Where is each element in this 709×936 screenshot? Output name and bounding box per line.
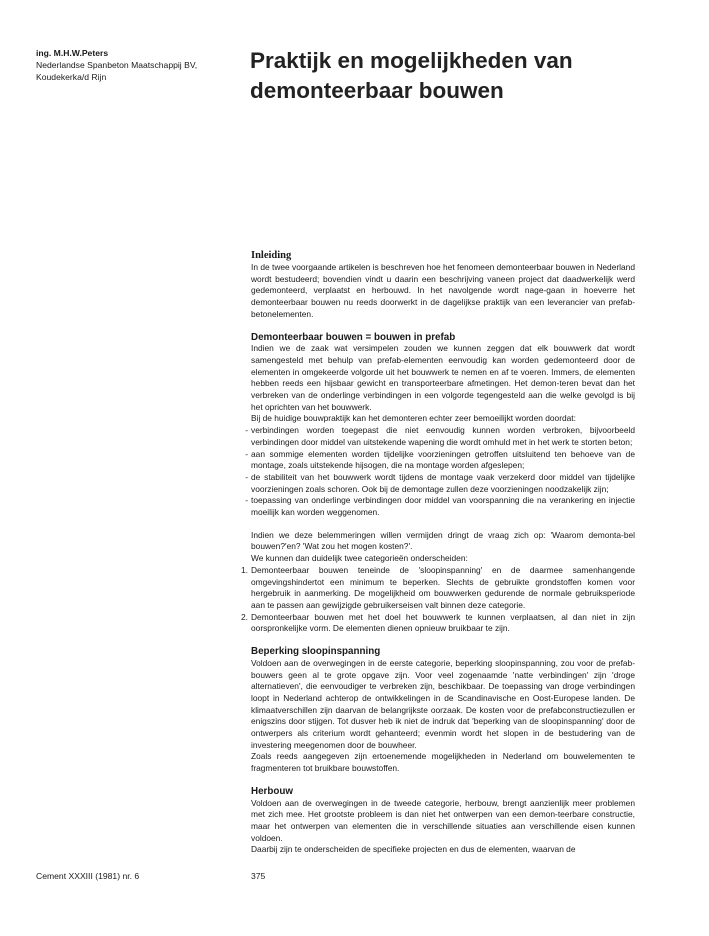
list-item — [241, 611, 635, 635]
bullet-marker: - — [245, 471, 248, 482]
list-item-text: Demonteerbaar bouwen met het doel het bouwwerk te kunnen verplaatsen, al dan niet in zijn oorspronkelijke vorm. De elementen dienen opnieuw bruikbaar te zijn. — [251, 611, 635, 634]
author-block — [36, 47, 236, 83]
section-heading-inleiding: Inleiding — [251, 250, 292, 261]
list-item-text: de stabiliteit van het bouwwerk wordt tijdens de montage vaak verzekerd door middel van tijdelijke voorzieningen zoals schoren. Ook bij de demontage zullen deze voorzieningen noodzakelijk zijn; — [251, 471, 635, 494]
author-name: ing. M.H.W.Peters — [36, 48, 109, 58]
section-demonteerbaar — [245, 331, 635, 519]
section-heading-demonteerbaar: Demonteerbaar bouwen = bouwen in prefab — [251, 331, 456, 343]
list-item-text: verbindingen worden toegepast die niet eenvoudig kunnen worden verbroken, bijvoorbeeld verbindingen door middel van uitstekende wapening die wordt omhuld met in het werk te storten beton; — [251, 425, 635, 447]
paragraph-beperking: Voldoen aan de overwegingen in de eerste categorie, beperking sloopinspanning, zou voor de prefab-bouwers geen al te grote opgave zijn. Voor veel zogenaamde 'natte verbindingen' zijn 'droge alternatieven', die eenvoudiger te verbreken zijn, beschikbaar. De toepassing van droge verbindingen loopt in Nederland achterop de ontwikkelingen in de Scandinavische en Oost-Europese landen. De klimaatverschillen zijn daarvan de belangrijkste oorzaak. De kosten voor de prefabconstructiezullen er enigszins door stijgen. Tot dusver heb ik niet de indruk dat 'beperking van de sloopinspanning' door de ontwerpers als criterium wordt gehanteerd; evenmin wordt het slopen in de bestudering van de investering meegenomen door de bouwheer. — [251, 657, 635, 750]
paragraph-inleiding: In de twee voorgaande artikelen is beschreven hoe het fenomeen demonteerbaar bouwen in Nederland wordt bestudeerd; bovendien vindt u daarin een beschrijving vaneen project dat daadwerkelijk werd gedemonteerd, verplaatst en herbouwd. In het navolgende wordt nage-gaan in hoeverre het demonteerbaar bouwen nu reeds doorwerkt in de dagelijkse praktijk van een leverancier van prefab-betonelementen. — [251, 262, 635, 319]
author-affiliation-line1: Nederlandse Spanbeton Maatschappij BV, — [36, 60, 198, 70]
section-heading-herbouw: Herbouw — [251, 785, 293, 797]
section-belemmeringen — [241, 529, 635, 635]
list-item — [245, 471, 635, 495]
section-herbouw — [251, 786, 635, 856]
paragraph-herbouw: Voldoen aan de overwegingen in de tweede categorie, herbouw, brengt aanzienlijk meer problemen met zich mee. Het grootste probleem is dan niet het ontwerpen van een demon-teerbare constructie, maar het ontwerpen van elementen die in verschillende situaties aan verschillende eisen kunnen voldoen. — [251, 797, 635, 843]
title-line2: demonteerbaar bouwen — [250, 78, 504, 103]
paragraph-beperking-2: Zoals reeds aangegeven zijn ertoenemende mogelijkheden in Nederland om bouwelementen te fragmenteren tot bruikbare bouwstoffen. — [251, 751, 635, 774]
list-item — [245, 448, 635, 472]
author-affiliation-line2: Koudekerka/d Rijn — [36, 72, 107, 82]
list-number: 1. — [241, 564, 248, 575]
paragraph-belemmeringen: Indien we deze belemmeringen willen vermijden dringt de vraag zich op: 'Waarom demonta-bel bouwen?'en? 'Wat zou het mogen kosten?'. — [251, 529, 635, 552]
list-item-text: toepassing van onderlinge verbindingen door middel van voorspanning die na verankering en injectie moeilijk kan worden weggenomen. — [251, 495, 635, 518]
article-title — [250, 46, 670, 106]
list-item — [245, 495, 635, 518]
page-number: 375 — [251, 871, 266, 881]
bullet-list — [245, 425, 635, 519]
section-heading-beperking: Beperking sloopinspanning — [251, 646, 381, 658]
list-item — [245, 425, 635, 448]
paragraph-demonteerbaar: Indien we de zaak wat versimpelen zouden we kunnen zeggen dat elk bouwwerk dat wordt samengesteld met behulp van prefab-elementen eenvoudig kan worden gedemonteerd door de elementen in omgekeerde volgorde uit het bouwwerk te nemen en af te voeren. Immers, de elementen hebben reeds een hijsbaar gewicht en transporteerbare afmetingen. Het demon-teren bevat dan het verbreken van de onderlinge verbindingen in een volgorde tegengesteld aan die welke gevolgd is bij het oprichten van het bouwwerk. — [251, 343, 635, 412]
paragraph-demonteerbaar-intro: Bij de huidige bouwpraktijk kan het demonteren echter zeer bemoeilijkt worden doordat: — [251, 413, 576, 424]
list-number: 2. — [241, 611, 248, 622]
list-item-text: Demonteerbaar bouwen teneinde de 'sloopinspanning' en de daarmee samenhangende omgevingshindertot een minimum te beperken. Slechts de gebruikte grondstoffen komen voor hergebruik in aanmerking. De mogelijkheid om bouwwerken gedurende de normale gebruiksperiode aan te passen aan gewijzigde gebruikerseisen valt binnen deze categorie. — [251, 564, 635, 610]
bullet-marker: - — [245, 495, 248, 506]
section-inleiding — [251, 249, 635, 321]
article-body — [241, 249, 635, 867]
paragraph-categorieen: We kunnen dan duidelijk twee categorieën onderscheiden: — [251, 553, 468, 564]
numbered-list — [241, 564, 635, 635]
footer-journal: Cement XXXIII (1981) nr. 6 — [36, 871, 140, 881]
paragraph-herbouw-2: Daarbij zijn te onderscheiden de specifieke projecten en dus de elementen, waarvan de — [251, 844, 576, 855]
bullet-marker: - — [245, 448, 248, 459]
title-line1: Praktijk en mogelijkheden van — [250, 48, 573, 73]
list-item — [241, 564, 635, 612]
list-item-text: aan sommige elementen worden tijdelijke voorzieningen getroffen uitsluitend ten behoeve van de montage, zoals uitstekende hijsogen, die na montage worden afgeslepen; — [251, 448, 635, 471]
bullet-marker: - — [245, 425, 248, 436]
section-beperking — [251, 646, 635, 775]
